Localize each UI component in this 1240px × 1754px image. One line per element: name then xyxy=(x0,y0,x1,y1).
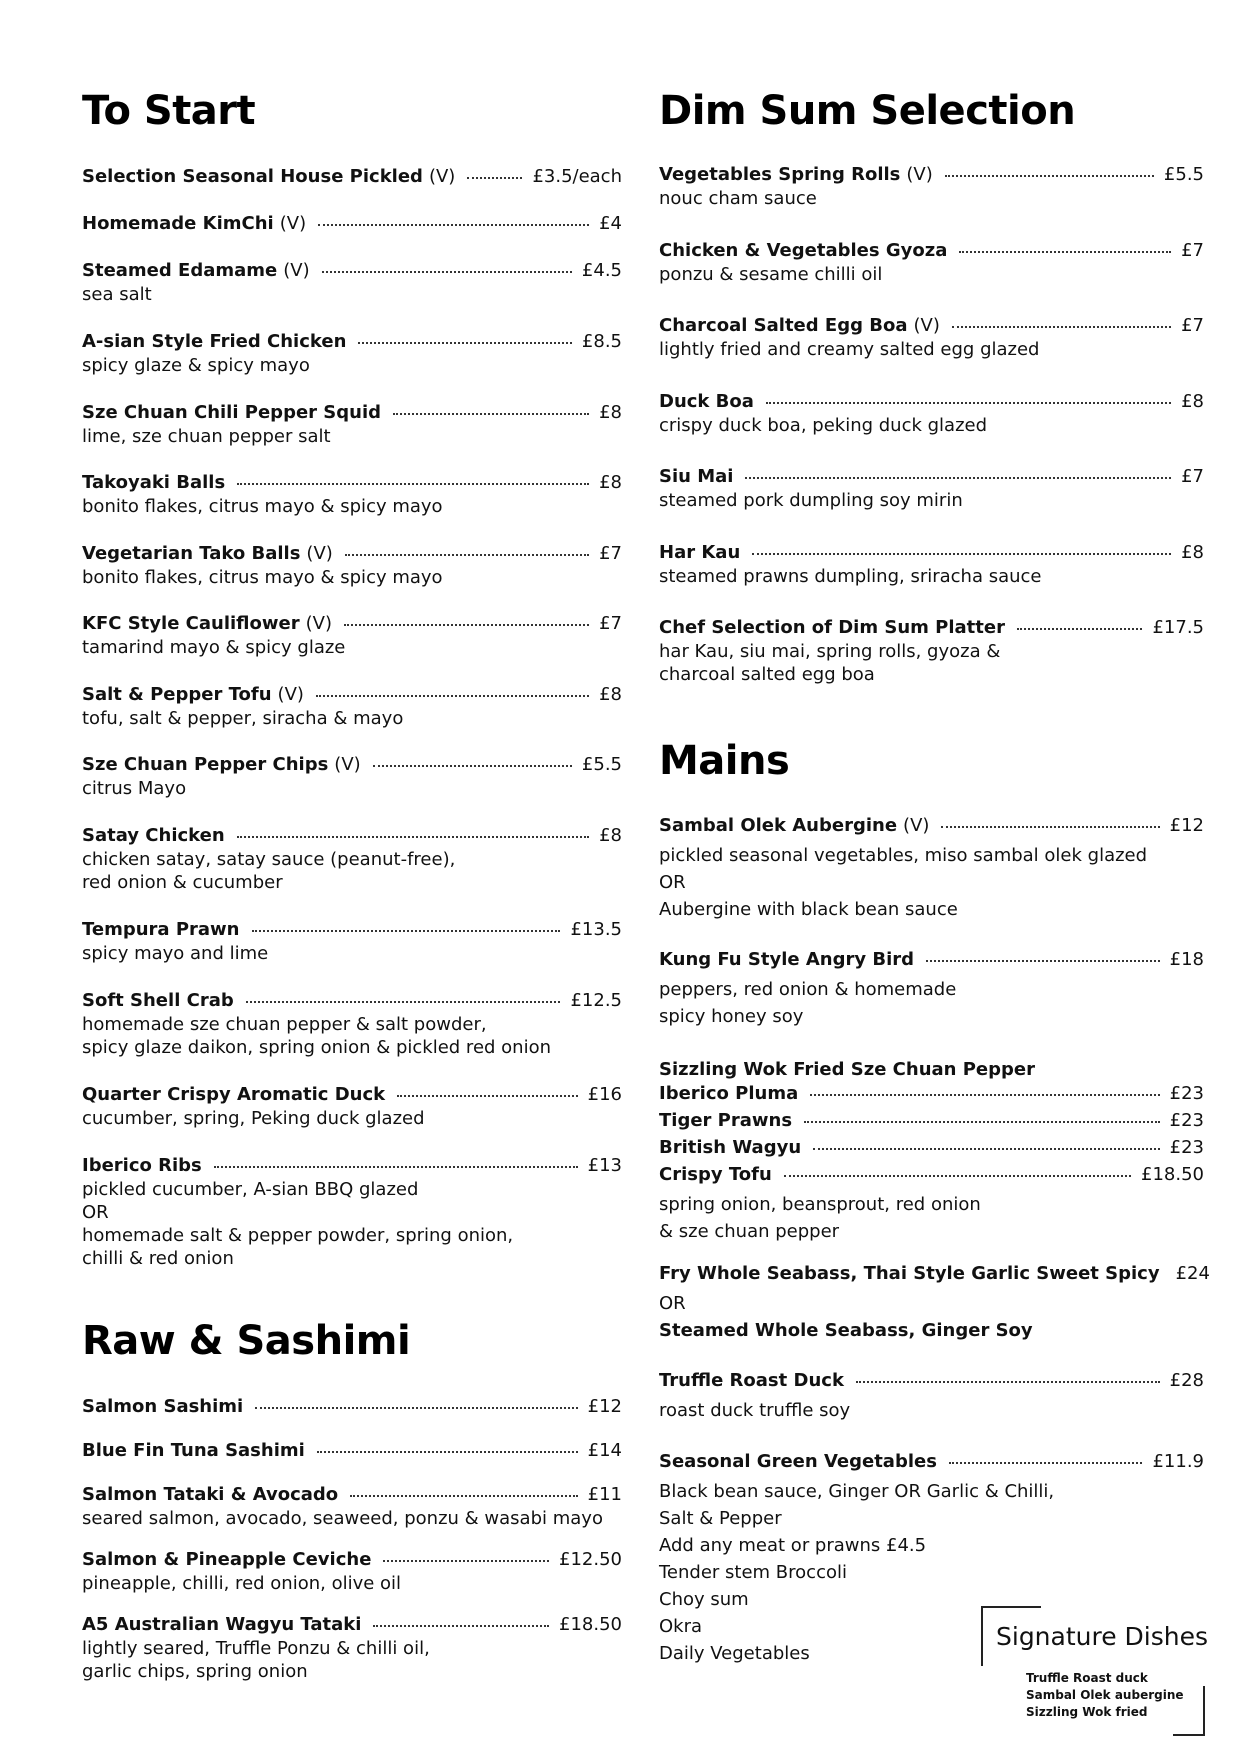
dotted-leader xyxy=(941,826,1159,828)
item-description: crispy duck boa, peking duck glazed xyxy=(659,415,988,436)
dotted-leader xyxy=(766,402,1171,404)
item-description: OR xyxy=(659,872,686,893)
vegetarian-tag: (V) xyxy=(334,754,361,775)
sizzling-option: British Wagyu £23 xyxy=(659,1137,1204,1158)
item-name: Charcoal Salted Egg Boa xyxy=(659,315,908,336)
item-name: Truffle Roast Duck xyxy=(659,1370,844,1391)
item-description: bonito flakes, citrus mayo & spicy mayo xyxy=(82,567,443,588)
item-description: pickled cucumber, A-sian BBQ glazed xyxy=(82,1179,419,1200)
item-name: Takoyaki Balls xyxy=(82,472,226,493)
item-description: cucumber, spring, Peking duck glazed xyxy=(82,1108,425,1129)
item-price: £4.5 xyxy=(581,260,622,281)
item-price: £16 xyxy=(587,1084,622,1105)
sizzling-options xyxy=(659,1083,1204,1191)
section-heading-dim-sum: Dim Sum Selection xyxy=(659,88,1076,134)
vegetarian-tag: (V) xyxy=(906,164,933,185)
dotted-leader xyxy=(318,224,589,226)
sizzling-option: Iberico Pluma £23 xyxy=(659,1083,1204,1104)
item-name: Iberico Ribs xyxy=(82,1155,202,1176)
dotted-leader xyxy=(373,1625,549,1627)
item-price: £7 xyxy=(599,543,622,564)
seabass-item xyxy=(659,1263,1210,1344)
menu-item xyxy=(82,331,622,377)
item-price: £18.50 xyxy=(559,1614,622,1635)
item-name: Sambal Olek Aubergine xyxy=(659,815,898,836)
vegetarian-tag: (V) xyxy=(913,315,940,336)
dotted-leader xyxy=(393,413,589,415)
signature-dishes-box xyxy=(981,1606,1209,1736)
item-description: Okra xyxy=(659,1616,703,1637)
item-price: £8 xyxy=(599,684,622,705)
item-description: lime, sze chuan pepper salt xyxy=(82,426,331,447)
item-name: Siu Mai xyxy=(659,466,734,487)
item-name: Soft Shell Crab xyxy=(82,990,234,1011)
item-name: Steamed Edamame xyxy=(82,260,278,281)
vegetarian-tag: (V) xyxy=(279,213,307,234)
item-description: garlic chips, spring onion xyxy=(82,1661,308,1682)
item-name: A5 Australian Wagyu Tataki xyxy=(82,1614,362,1635)
dotted-leader xyxy=(322,271,572,273)
item-description: roast duck truffle soy xyxy=(659,1400,851,1421)
item-name: Chicken & Vegetables Gyoza xyxy=(659,240,948,261)
item-description: chicken satay, satay sauce (peanut-free), xyxy=(82,849,456,870)
item-name: Sze Chuan Pepper Chips xyxy=(82,754,329,775)
dotted-leader xyxy=(949,1462,1143,1464)
item-price: £8 xyxy=(599,825,622,846)
item-price: £11 xyxy=(587,1484,622,1505)
dotted-leader xyxy=(383,1560,549,1562)
item-name: Sze Chuan Chili Pepper Squid xyxy=(82,402,382,423)
menu-item xyxy=(659,466,1204,512)
menu-item xyxy=(82,613,622,659)
menu-item xyxy=(82,684,622,730)
sizzling-group xyxy=(659,1056,1204,1245)
item-description: Daily Vegetables xyxy=(659,1643,810,1664)
dotted-leader xyxy=(952,326,1171,328)
item-description: lightly seared, Truffle Ponzu & chilli oil, xyxy=(82,1638,430,1659)
item-name: Chef Selection of Dim Sum Platter xyxy=(659,617,1005,638)
signature-item: Truffle Roast duck xyxy=(1026,1671,1148,1685)
item-description: Black bean sauce, Ginger OR Garlic & Chilli, xyxy=(659,1481,1055,1502)
item-price: £8 xyxy=(599,472,622,493)
item-description: ponzu & sesame chilli oil xyxy=(659,264,883,285)
dotted-leader xyxy=(237,836,589,838)
item-name: Duck Boa xyxy=(659,391,754,412)
item-price: £12 xyxy=(587,1396,622,1417)
item-description: spicy glaze & spicy mayo xyxy=(82,355,310,376)
item-description: OR xyxy=(82,1202,109,1223)
vegetarian-tag: (V) xyxy=(283,260,310,281)
dotted-leader xyxy=(745,477,1171,479)
menu-item xyxy=(82,990,622,1059)
item-name: Selection Seasonal House Pickled xyxy=(82,166,423,187)
vegetarian-tag: (V) xyxy=(305,613,332,634)
menu-item xyxy=(659,240,1204,286)
menu-item xyxy=(82,402,622,448)
dotted-leader xyxy=(358,342,572,344)
item-name: Kung Fu Style Angry Bird xyxy=(659,949,914,970)
item-price: £4 xyxy=(599,213,622,234)
item-description: tofu, salt & pepper, siracha & mayo xyxy=(82,708,404,729)
item-price: £13 xyxy=(587,1155,622,1176)
item-description: spring onion, beansprout, red onion xyxy=(659,1194,981,1215)
item-description: citrus Mayo xyxy=(82,778,187,799)
menu-item xyxy=(82,825,622,894)
dotted-leader xyxy=(959,251,1171,253)
dotted-leader xyxy=(1017,628,1142,630)
item-description: har Kau, siu mai, spring rolls, gyoza & xyxy=(659,641,1001,662)
menu-item xyxy=(82,1614,622,1683)
menu-item xyxy=(82,260,622,306)
item-alternative: Steamed Whole Seabass, Ginger Soy xyxy=(659,1320,1033,1341)
vegetarian-tag: (V) xyxy=(428,166,456,187)
item-description: pineapple, chilli, red onion, olive oil xyxy=(82,1573,402,1594)
item-name: Salt & Pepper Tofu xyxy=(82,684,272,705)
menu-item xyxy=(82,1549,622,1595)
item-price: £8 xyxy=(599,402,622,423)
item-name: Blue Fin Tuna Sashimi xyxy=(82,1440,305,1461)
dotted-leader xyxy=(252,930,561,932)
vegetarian-tag: (V) xyxy=(903,815,930,836)
item-description: lightly fried and creamy salted egg glazed xyxy=(659,339,1040,360)
menu-item xyxy=(659,815,1204,923)
dotted-leader xyxy=(926,960,1160,962)
dotted-leader xyxy=(373,765,572,767)
item-price: £8 xyxy=(1181,391,1204,412)
menu-item xyxy=(82,1396,622,1419)
dotted-leader xyxy=(317,1451,578,1453)
item-description: pickled seasonal vegetables, miso sambal olek glazed xyxy=(659,845,1148,866)
item-description: spicy glaze daikon, spring onion & pickled red onion xyxy=(82,1037,552,1058)
menu-item xyxy=(82,543,622,589)
item-description: & sze chuan pepper xyxy=(659,1221,840,1242)
item-description: chilli & red onion xyxy=(82,1248,234,1269)
item-description: tamarind mayo & spicy glaze xyxy=(82,637,346,658)
dotted-leader xyxy=(945,175,1154,177)
item-description: homemade sze chuan pepper & salt powder, xyxy=(82,1014,487,1035)
signature-item: Sizzling Wok fried xyxy=(1026,1705,1148,1719)
item-description: Add any meat or prawns £4.5 xyxy=(659,1535,927,1556)
item-name: Homemade KimChi xyxy=(82,213,274,234)
item-price: £18 xyxy=(1169,949,1204,970)
item-price: £12 xyxy=(1169,815,1204,836)
item-description: charcoal salted egg boa xyxy=(659,664,875,685)
item-description: spicy mayo and lime xyxy=(82,943,269,964)
sizzling-title: Sizzling Wok Fried Sze Chuan Pepper xyxy=(659,1059,1035,1080)
dotted-leader xyxy=(344,624,589,626)
item-price: £24 xyxy=(1175,1263,1210,1284)
item-description: Salt & Pepper xyxy=(659,1508,782,1529)
dotted-leader xyxy=(350,1495,577,1497)
item-description: Aubergine with black bean sauce xyxy=(659,899,958,920)
section-heading-raw-sashimi: Raw & Sashimi xyxy=(82,1318,411,1364)
menu-item xyxy=(82,213,622,236)
item-price: £28 xyxy=(1169,1370,1204,1391)
signature-list xyxy=(1026,1670,1184,1721)
dotted-leader xyxy=(214,1166,578,1168)
menu-item xyxy=(659,542,1204,588)
item-name: Vegetarian Tako Balls xyxy=(82,543,301,564)
item-price: £7 xyxy=(599,613,622,634)
item-name: Salmon Tataki & Avocado xyxy=(82,1484,339,1505)
section-heading-mains: Mains xyxy=(659,738,790,784)
item-name: KFC Style Cauliflower xyxy=(82,613,300,634)
item-description: red onion & cucumber xyxy=(82,872,283,893)
item-name: Vegetables Spring Rolls xyxy=(659,164,901,185)
dotted-leader xyxy=(246,1001,561,1003)
signature-title: Signature Dishes xyxy=(996,1622,1209,1651)
item-price: £8.5 xyxy=(581,331,622,352)
item-price: £12.5 xyxy=(570,990,622,1011)
item-price: £7 xyxy=(1181,466,1204,487)
menu-item xyxy=(659,617,1204,686)
item-description: spicy honey soy xyxy=(659,1006,804,1027)
menu-item xyxy=(82,1484,622,1530)
dotted-leader xyxy=(856,1381,1160,1383)
item-name: Quarter Crispy Aromatic Duck xyxy=(82,1084,386,1105)
menu-item xyxy=(659,1370,1204,1424)
item-name: Seasonal Green Vegetables xyxy=(659,1451,937,1472)
item-price: £7 xyxy=(1181,240,1204,261)
item-or: OR xyxy=(659,1293,686,1314)
menu-item xyxy=(82,1440,622,1463)
item-description: sea salt xyxy=(82,284,152,305)
item-description: steamed prawns dumpling, sriracha sauce xyxy=(659,566,1042,587)
item-name: Satay Chicken xyxy=(82,825,225,846)
menu-item xyxy=(659,391,1204,437)
item-description: nouc cham sauce xyxy=(659,188,817,209)
item-description: homemade salt & pepper powder, spring onion, xyxy=(82,1225,514,1246)
item-price: £14 xyxy=(587,1440,622,1461)
menu-item xyxy=(659,164,1204,210)
item-name: Tempura Prawn xyxy=(82,919,240,940)
section-heading-to-start: To Start xyxy=(82,88,256,134)
menu-item xyxy=(659,315,1204,361)
dotted-leader xyxy=(255,1407,577,1409)
dotted-leader xyxy=(345,554,589,556)
vegetarian-tag: (V) xyxy=(277,684,304,705)
sizzling-option: Crispy Tofu £18.50 xyxy=(659,1164,1204,1185)
menu-item xyxy=(659,949,1204,1030)
item-price: £7 xyxy=(1181,315,1204,336)
menu-item xyxy=(82,919,622,965)
item-description: peppers, red onion & homemade xyxy=(659,979,957,1000)
item-description: bonito flakes, citrus mayo & spicy mayo xyxy=(82,496,443,517)
item-price: £17.5 xyxy=(1152,617,1204,638)
dotted-leader xyxy=(237,483,589,485)
item-price: £5.5 xyxy=(581,754,622,775)
item-name: A-sian Style Fried Chicken xyxy=(82,331,347,352)
item-name: Salmon Sashimi xyxy=(82,1396,244,1417)
dotted-leader xyxy=(467,177,522,179)
item-name: Fry Whole Seabass, Thai Style Garlic Sweet Spicy xyxy=(659,1263,1160,1284)
signature-item: Sambal Olek aubergine xyxy=(1026,1688,1184,1702)
menu-item xyxy=(82,1084,622,1130)
dotted-leader xyxy=(316,695,589,697)
item-price: £11.9 xyxy=(1152,1451,1204,1472)
sizzling-option: Tiger Prawns £23 xyxy=(659,1110,1204,1131)
menu-item xyxy=(82,754,622,800)
item-price: £13.5 xyxy=(570,919,622,940)
menu-item xyxy=(82,472,622,518)
dotted-leader xyxy=(397,1095,578,1097)
vegetarian-tag: (V) xyxy=(306,543,333,564)
item-description: Choy sum xyxy=(659,1589,749,1610)
item-name: Har Kau xyxy=(659,542,741,563)
menu-item xyxy=(82,166,622,189)
item-price: £3.5/each xyxy=(532,166,622,187)
item-price: £5.5 xyxy=(1163,164,1204,185)
item-price: £8 xyxy=(1181,542,1204,563)
menu-item xyxy=(82,1155,622,1270)
item-name: Salmon & Pineapple Ceviche xyxy=(82,1549,372,1570)
dotted-leader xyxy=(752,553,1171,555)
item-description: steamed pork dumpling soy mirin xyxy=(659,490,963,511)
item-price: £12.50 xyxy=(559,1549,622,1570)
item-description: Tender stem Broccoli xyxy=(659,1562,847,1583)
item-description: seared salmon, avocado, seaweed, ponzu & wasabi mayo xyxy=(82,1508,603,1529)
